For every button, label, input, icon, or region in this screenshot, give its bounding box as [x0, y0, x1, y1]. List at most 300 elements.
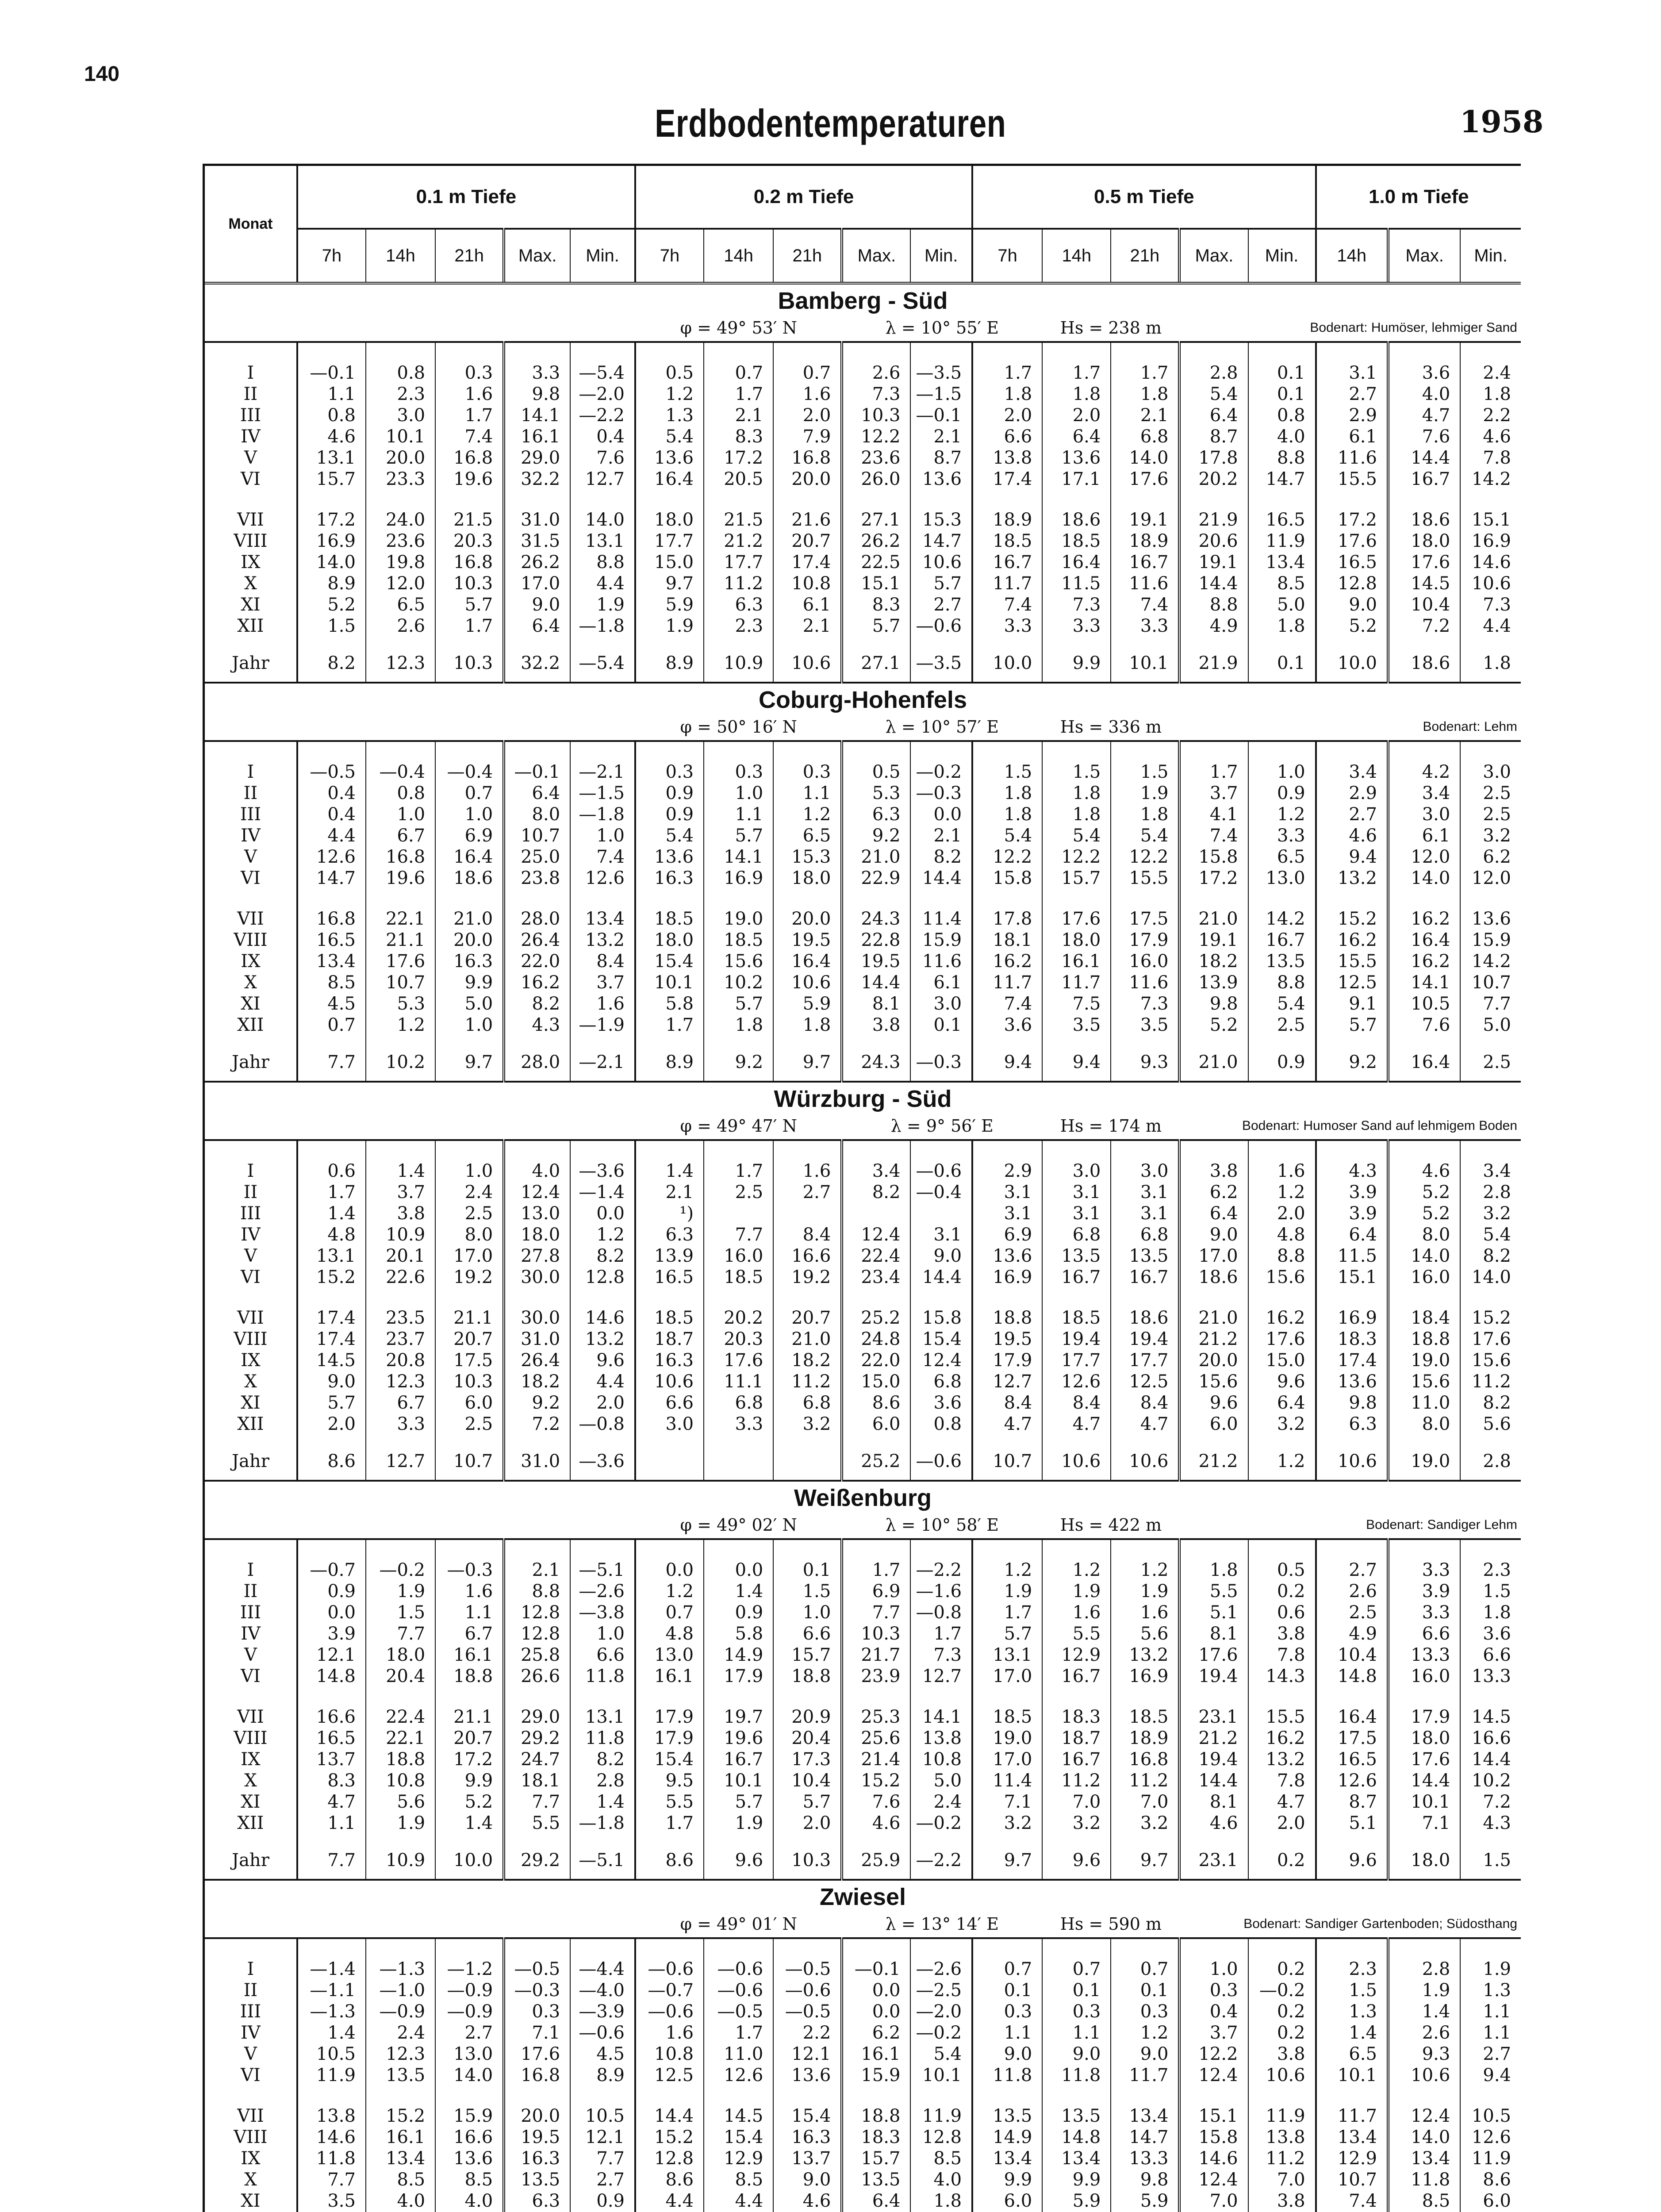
table-cell: 5.5 — [1042, 1623, 1111, 1644]
table-cell: 8.8 — [570, 552, 635, 573]
table-row — [205, 1245, 1521, 1267]
table-cell: 14.2 — [1460, 469, 1521, 490]
table-cell: 4.4 — [297, 825, 366, 846]
table-cell: 20.2 — [1179, 469, 1248, 490]
table-cell: 13.2 — [1111, 1644, 1179, 1666]
table-cell: 9.0 — [773, 2169, 842, 2190]
table-cell: 3.4 — [842, 1140, 910, 1182]
table-cell: 10.7 — [504, 825, 570, 846]
table-cell: 20.3 — [704, 1329, 773, 1350]
table-cell: 1.9 — [366, 1813, 435, 1834]
table-cell: —3.5 — [910, 342, 972, 384]
table-cell: 21.0 — [435, 889, 504, 929]
table-cell: 14.9 — [704, 1644, 773, 1666]
table-cell: 5.7 — [773, 1791, 842, 1813]
table-cell: 12.0 — [1460, 868, 1521, 889]
table-cell: 1.1 — [1460, 2022, 1521, 2043]
table-cell: 24.7 — [504, 1749, 570, 1770]
table-cell: 1.7 — [842, 1539, 910, 1581]
table-cell: 18.0 — [1388, 530, 1460, 552]
table-cell — [704, 1203, 773, 1224]
table-cell: 8.8 — [1179, 594, 1248, 615]
table-cell: 13.4 — [1042, 2148, 1111, 2169]
table-cell: 1.8 — [1460, 637, 1521, 683]
table-cell: 7.1 — [1388, 1813, 1460, 1834]
table-cell: —5.1 — [570, 1539, 635, 1581]
table-cell: 2.8 — [1460, 1182, 1521, 1203]
table-cell: 19.6 — [704, 1728, 773, 1749]
table-cell: 16.8 — [1111, 1749, 1179, 1770]
table-cell: 8.2 — [1460, 1245, 1521, 1267]
table-row — [205, 2001, 1521, 2022]
column-header: 14h — [704, 229, 773, 283]
table-cell: 5.0 — [1460, 1014, 1521, 1036]
table-cell: 5.7 — [297, 1392, 366, 1413]
table-cell: 2.3 — [704, 615, 773, 637]
table-cell: 1.2 — [366, 1014, 435, 1036]
table-cell: 10.7 — [366, 972, 435, 993]
table-cell: 16.4 — [1316, 1687, 1388, 1728]
table-cell: —2.2 — [570, 405, 635, 426]
table-cell: 9.6 — [1248, 1371, 1316, 1392]
table-cell: 15.5 — [1248, 1687, 1316, 1728]
table-cell: 24.8 — [842, 1329, 910, 1350]
table-cell: 10.2 — [1460, 1770, 1521, 1791]
month-label: II — [243, 1581, 258, 1601]
table-cell: 11.0 — [704, 2043, 773, 2065]
month-label: XII — [237, 1414, 264, 1434]
column-header: 21h — [1111, 229, 1179, 283]
table-cell: 5.2 — [297, 594, 366, 615]
table-cell: 16.2 — [1388, 889, 1460, 929]
table-cell: 20.7 — [773, 1288, 842, 1329]
table-row — [205, 889, 1521, 929]
table-row — [205, 993, 1521, 1014]
table-cell: 21.1 — [435, 1687, 504, 1728]
table-cell: 15.9 — [842, 2065, 910, 2086]
table-row — [205, 1140, 1521, 1182]
table-cell: 1.8 — [1042, 783, 1111, 804]
table-cell: 5.5 — [1179, 1581, 1248, 1602]
table-cell: 2.0 — [1248, 1813, 1316, 1834]
table-cell: —0.9 — [366, 2001, 435, 2022]
table-cell: —0.5 — [704, 2001, 773, 2022]
table-cell: 1.8 — [1248, 615, 1316, 637]
table-cell: 16.9 — [297, 530, 366, 552]
table-cell: 20.0 — [773, 889, 842, 929]
table-cell: 10.1 — [910, 2065, 972, 2086]
table-cell: 23.6 — [366, 530, 435, 552]
table-cell: 8.8 — [1248, 972, 1316, 993]
table-cell: 6.1 — [1388, 825, 1460, 846]
table-cell: 19.4 — [1179, 1749, 1248, 1770]
table-cell: 7.6 — [842, 1791, 910, 1813]
table-cell: 4.6 — [1316, 825, 1388, 846]
table-cell: 10.7 — [972, 1435, 1042, 1481]
table-row — [205, 384, 1521, 405]
column-header: Max. — [1388, 229, 1460, 283]
table-cell: 11.9 — [1460, 2148, 1521, 2169]
table-cell: —0.2 — [366, 1539, 435, 1581]
table-cell: 1.7 — [435, 615, 504, 637]
table-cell: 13.0 — [635, 1644, 704, 1666]
table-cell: 5.7 — [704, 993, 773, 1014]
jahr-label: Jahr — [232, 653, 269, 673]
table-row — [205, 972, 1521, 993]
table-cell: 1.0 — [366, 804, 435, 825]
table-cell: 20.5 — [704, 469, 773, 490]
table-cell: 9.4 — [1460, 2065, 1521, 2086]
table-cell: 7.3 — [842, 384, 910, 405]
table-cell: 8.6 — [842, 1392, 910, 1413]
table-cell: 2.8 — [1460, 1435, 1521, 1481]
table-cell: 26.4 — [504, 1350, 570, 1371]
table-cell: 15.2 — [366, 2086, 435, 2127]
table-cell: 7.2 — [504, 1413, 570, 1435]
month-label: XI — [241, 595, 261, 615]
table-cell: 3.3 — [704, 1413, 773, 1435]
table-cell: 5.1 — [1179, 1602, 1248, 1623]
table-cell: 1.1 — [1042, 2022, 1111, 2043]
table-cell: 9.0 — [910, 1245, 972, 1267]
table-cell: —0.1 — [910, 405, 972, 426]
month-label: XI — [241, 1792, 261, 1812]
table-cell: 1.5 — [1042, 741, 1111, 783]
table-cell: 2.0 — [773, 1813, 842, 1834]
table-cell: 8.3 — [297, 1770, 366, 1791]
table-cell: 16.6 — [773, 1245, 842, 1267]
table-cell: 8.6 — [1460, 2169, 1521, 2190]
table-row — [205, 1644, 1521, 1666]
table-row — [205, 2169, 1521, 2190]
table-cell: —0.9 — [435, 1980, 504, 2001]
table-cell: 9.0 — [1042, 2043, 1111, 2065]
table-cell: 13.9 — [1179, 972, 1248, 993]
table-cell: 21.2 — [1179, 1329, 1248, 1350]
table-cell: 3.2 — [1042, 1813, 1111, 1834]
table-cell: —2.0 — [570, 384, 635, 405]
table-cell: 15.0 — [635, 552, 704, 573]
table-cell: 10.1 — [366, 426, 435, 447]
table-cell: 15.6 — [1388, 1371, 1460, 1392]
station-latitude: φ = 50° 16′ N — [635, 714, 842, 741]
table-cell: 12.8 — [504, 1623, 570, 1644]
table-cell: 5.6 — [1460, 1413, 1521, 1435]
table-cell: 10.3 — [773, 1834, 842, 1880]
header-depth-1-0m: 1.0 m Tiefe — [1316, 166, 1521, 229]
table-cell: 4.7 — [1388, 405, 1460, 426]
table-cell: 1.6 — [1111, 1602, 1179, 1623]
table-cell: 32.2 — [504, 637, 570, 683]
table-cell: 3.7 — [1179, 783, 1248, 804]
table-cell: 5.4 — [1179, 384, 1248, 405]
table-cell: 8.4 — [773, 1224, 842, 1245]
table-cell: 6.8 — [1111, 426, 1179, 447]
table-cell: 0.0 — [635, 1539, 704, 1581]
month-label: I — [247, 1560, 254, 1580]
table-cell: 0.7 — [1042, 1938, 1111, 1980]
table-cell: 22.5 — [842, 552, 910, 573]
column-header: 7h — [635, 229, 704, 283]
table-cell: 17.6 — [1111, 469, 1179, 490]
month-label: VIII — [234, 531, 268, 551]
month-label: VIII — [234, 1728, 268, 1748]
table-cell: 10.9 — [366, 1834, 435, 1880]
table-cell: 3.9 — [297, 1623, 366, 1644]
table-cell: 16.9 — [704, 868, 773, 889]
table-cell: 10.6 — [1460, 573, 1521, 594]
table-cell: 2.1 — [704, 405, 773, 426]
table-cell: 19.2 — [773, 1267, 842, 1288]
table-cell: 25.9 — [842, 1834, 910, 1880]
table-cell: 1.5 — [366, 1602, 435, 1623]
table-cell: 13.5 — [1042, 1245, 1111, 1267]
table-cell: 7.6 — [1388, 1014, 1460, 1036]
table-cell: 17.2 — [1316, 490, 1388, 530]
table-cell: 2.0 — [1042, 405, 1111, 426]
table-cell: 13.6 — [635, 447, 704, 469]
table-row — [205, 1392, 1521, 1413]
table-row-jahr — [205, 1834, 1521, 1880]
table-cell: 29.2 — [504, 1834, 570, 1880]
table-cell: 1.4 — [297, 2022, 366, 2043]
station-name: Weißenburg — [205, 1481, 1521, 1512]
table-cell: 7.3 — [910, 1644, 972, 1666]
table-cell: 3.5 — [297, 2190, 366, 2212]
table-cell: 0.1 — [1248, 342, 1316, 384]
column-header: 14h — [1316, 229, 1388, 283]
table-cell: 12.3 — [366, 637, 435, 683]
table-cell: 16.4 — [1388, 1036, 1460, 1082]
table-cell: 1.0 — [435, 1140, 504, 1182]
table-cell: 1.2 — [1111, 1539, 1179, 1581]
table-cell: 21.1 — [366, 929, 435, 951]
table-cell: 0.9 — [570, 2190, 635, 2212]
table-cell: 11.2 — [1042, 1770, 1111, 1791]
table-cell: 1.8 — [1460, 384, 1521, 405]
table-cell: 1.2 — [1042, 1539, 1111, 1581]
table-cell: 3.8 — [1248, 2043, 1316, 2065]
table-cell: 23.5 — [366, 1288, 435, 1329]
table-cell: 8.0 — [1388, 1413, 1460, 1435]
table-cell: 15.6 — [704, 951, 773, 972]
table-cell: 17.9 — [635, 1687, 704, 1728]
table-cell: 18.5 — [704, 929, 773, 951]
table-cell: 26.4 — [504, 929, 570, 951]
table-cell: 1.0 — [1248, 741, 1316, 783]
table-cell: 2.1 — [773, 615, 842, 637]
month-label: V — [244, 1645, 257, 1665]
month-label: XII — [237, 1015, 264, 1035]
table-cell: 25.8 — [504, 1644, 570, 1666]
table-cell: 6.4 — [1179, 405, 1248, 426]
table-cell: 23.9 — [842, 1666, 910, 1687]
column-header: 14h — [366, 229, 435, 283]
table-cell: 8.9 — [635, 1036, 704, 1082]
table-cell: 12.2 — [1179, 2043, 1248, 2065]
table-cell: 5.7 — [972, 1623, 1042, 1644]
table-cell: 2.8 — [1388, 1938, 1460, 1980]
table-cell: 14.5 — [704, 2086, 773, 2127]
table-cell: 19.4 — [1179, 1666, 1248, 1687]
month-label: VII — [237, 1707, 264, 1727]
table-cell: 2.5 — [435, 1203, 504, 1224]
table-cell: 1.0 — [773, 1602, 842, 1623]
table-cell: 0.1 — [1042, 1980, 1111, 2001]
table-cell: 12.3 — [366, 1371, 435, 1392]
table-cell: 13.5 — [1042, 2086, 1111, 2127]
table-cell: —1.5 — [910, 384, 972, 405]
table-cell: 15.7 — [842, 2148, 910, 2169]
table-cell: —1.3 — [297, 2001, 366, 2022]
table-cell: —1.4 — [570, 1182, 635, 1203]
table-cell: 16.5 — [1248, 490, 1316, 530]
table-cell: 17.5 — [1316, 1728, 1388, 1749]
station-latitude: φ = 49° 53′ N — [635, 315, 842, 342]
table-cell: 20.0 — [504, 2086, 570, 2127]
table-cell: 27.8 — [504, 1245, 570, 1267]
table-cell: —5.4 — [570, 342, 635, 384]
table-cell: —2.0 — [910, 2001, 972, 2022]
table-cell: 0.0 — [570, 1203, 635, 1224]
table-cell: 2.7 — [570, 2169, 635, 2190]
table-cell: 13.8 — [297, 2086, 366, 2127]
table-cell: 16.7 — [1248, 929, 1316, 951]
table-cell: —0.3 — [435, 1539, 504, 1581]
table-cell: 0.7 — [704, 342, 773, 384]
table-cell: 16.0 — [1388, 1267, 1460, 1288]
table-cell: 0.1 — [910, 1014, 972, 1036]
table-cell: 17.4 — [773, 552, 842, 573]
table-cell: 14.0 — [1111, 447, 1179, 469]
month-label: XII — [237, 1813, 264, 1833]
table-cell: —1.2 — [435, 1938, 504, 1980]
table-cell: 7.7 — [297, 1036, 366, 1082]
table-cell: 3.6 — [1460, 1623, 1521, 1644]
table-cell: 8.7 — [1179, 426, 1248, 447]
table-cell: 5.4 — [635, 825, 704, 846]
table-cell: 2.5 — [435, 1413, 504, 1435]
table-cell: 2.7 — [1460, 2043, 1521, 2065]
table-cell: 11.6 — [1111, 573, 1179, 594]
table-cell: 15.9 — [910, 929, 972, 951]
table-cell: 15.8 — [972, 868, 1042, 889]
table-cell: 2.6 — [842, 342, 910, 384]
table-cell: 17.3 — [773, 1749, 842, 1770]
table-cell: —0.5 — [504, 1938, 570, 1980]
table-cell: 5.5 — [635, 1791, 704, 1813]
table-cell: 15.9 — [435, 2086, 504, 2127]
table-cell: 17.2 — [1179, 868, 1248, 889]
table-cell: 1.8 — [1111, 384, 1179, 405]
table-cell: 3.6 — [910, 1392, 972, 1413]
table-cell: 3.4 — [1316, 741, 1388, 783]
table-cell: 12.1 — [773, 2043, 842, 2065]
table-cell: —0.1 — [842, 1938, 910, 1980]
table-cell: 15.2 — [635, 2127, 704, 2148]
table-cell: 13.5 — [366, 2065, 435, 2086]
table-cell: 10.3 — [435, 573, 504, 594]
table-row — [205, 615, 1521, 637]
month-label: III — [240, 1602, 261, 1623]
table-cell: 16.8 — [297, 889, 366, 929]
table-cell: 16.5 — [1316, 552, 1388, 573]
table-cell: 13.2 — [1316, 868, 1388, 889]
table-cell: 11.8 — [297, 2148, 366, 2169]
table-cell: 10.3 — [435, 1371, 504, 1392]
table-cell: 18.6 — [1179, 1267, 1248, 1288]
table-cell: 15.4 — [635, 1749, 704, 1770]
table-cell: 4.0 — [1388, 384, 1460, 405]
table-cell: 7.9 — [773, 426, 842, 447]
table-row — [205, 2022, 1521, 2043]
table-row — [205, 594, 1521, 615]
table-row — [205, 1666, 1521, 1687]
table-cell: 21.5 — [704, 490, 773, 530]
table-cell: 11.4 — [972, 1770, 1042, 1791]
table-cell: —1.8 — [570, 615, 635, 637]
table-cell: 0.3 — [435, 342, 504, 384]
table-cell: 1.0 — [704, 783, 773, 804]
table-cell: 13.9 — [635, 1245, 704, 1267]
column-header: 21h — [773, 229, 842, 283]
table-cell: —3.6 — [570, 1435, 635, 1481]
table-cell: 6.4 — [1042, 426, 1111, 447]
table-row — [205, 825, 1521, 846]
table-cell: 15.7 — [297, 469, 366, 490]
table-cell: 15.2 — [297, 1267, 366, 1288]
table-cell: 4.0 — [910, 2169, 972, 2190]
table-cell: 1.7 — [435, 405, 504, 426]
table-cell: 17.6 — [1042, 889, 1111, 929]
header-depth-0-5m: 0.5 m Tiefe — [972, 166, 1316, 229]
table-cell: 9.2 — [842, 825, 910, 846]
station-altitude: Hs = 590 m — [1042, 1911, 1179, 1938]
column-header: 21h — [435, 229, 504, 283]
table-cell: 12.0 — [366, 573, 435, 594]
table-cell: 6.0 — [1179, 1413, 1248, 1435]
table-cell: —1.9 — [570, 1014, 635, 1036]
table-cell: 1.0 — [570, 1623, 635, 1644]
table-cell: —0.2 — [910, 2022, 972, 2043]
table-cell: 6.6 — [1388, 1623, 1460, 1644]
table-cell: 1.0 — [435, 1014, 504, 1036]
table-cell: 8.2 — [570, 1245, 635, 1267]
table-cell: 18.5 — [1042, 530, 1111, 552]
table-cell: 15.8 — [1179, 846, 1248, 868]
table-cell: 1.2 — [570, 1224, 635, 1245]
table-cell: 13.3 — [1111, 2148, 1179, 2169]
month-label: IV — [241, 2023, 261, 2043]
table-cell: 6.2 — [1460, 846, 1521, 868]
table-cell: 15.7 — [1042, 868, 1111, 889]
table-cell: 6.9 — [842, 1581, 910, 1602]
table-cell: 12.4 — [842, 1224, 910, 1245]
station-longitude: λ = 13° 14′ E — [842, 1911, 1042, 1938]
table-cell: 15.4 — [773, 2086, 842, 2127]
table-cell: 18.7 — [1042, 1728, 1111, 1749]
table-cell: 7.7 — [570, 2148, 635, 2169]
month-label: VII — [237, 909, 264, 929]
table-cell: 18.0 — [635, 929, 704, 951]
table-cell: 3.3 — [366, 1413, 435, 1435]
month-label: I — [247, 762, 254, 782]
table-cell: 5.4 — [1111, 825, 1179, 846]
table-cell: 2.3 — [1460, 1539, 1521, 1581]
table-cell: 13.4 — [297, 951, 366, 972]
table-cell: 1.6 — [635, 2022, 704, 2043]
month-label: II — [243, 384, 258, 404]
